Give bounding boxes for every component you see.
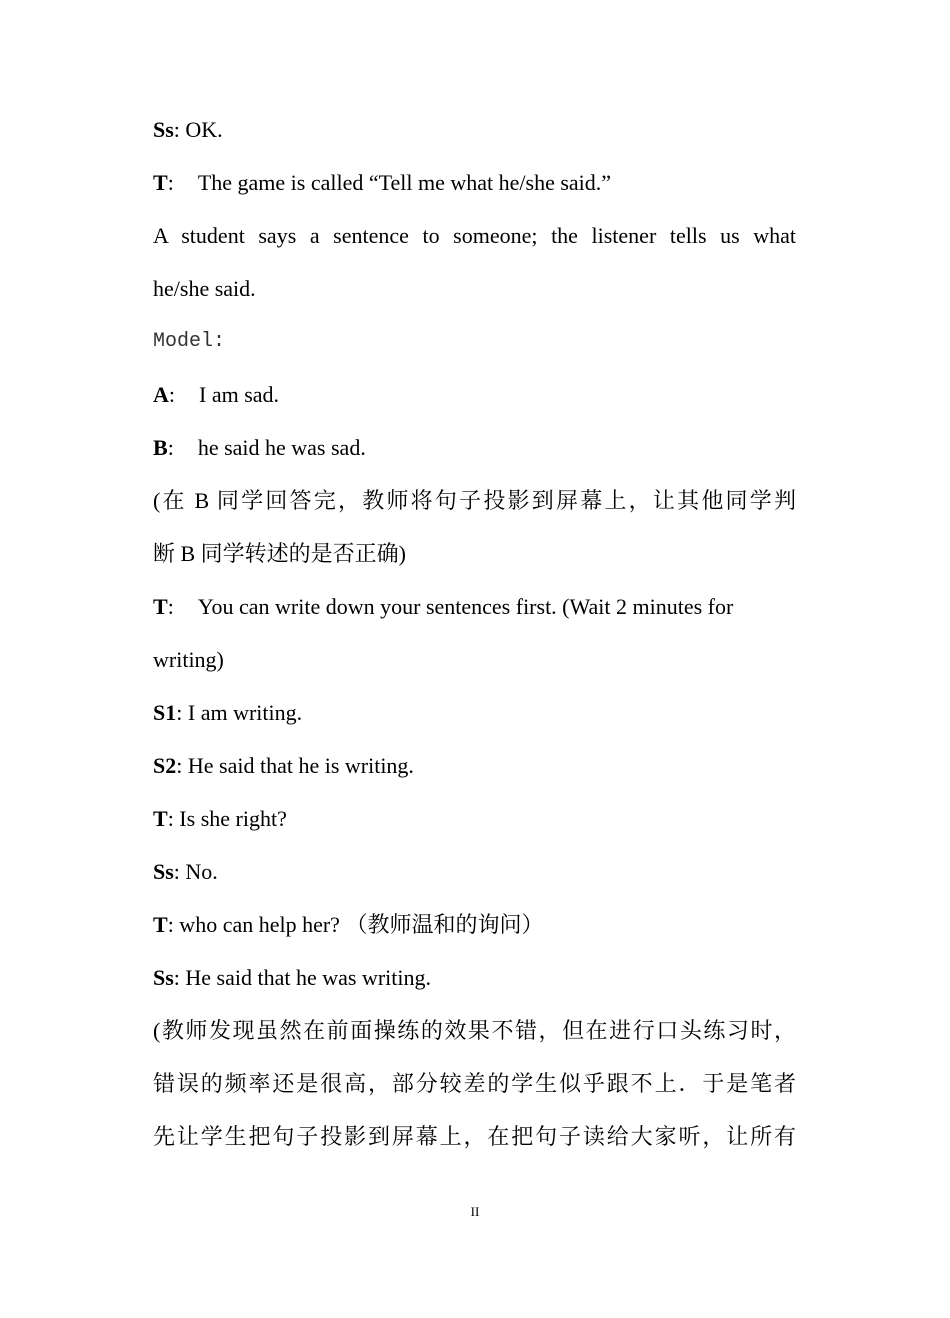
- note-line: (教师发现虽然在前面操练的效果不错，但在进行口头练习时，: [153, 1018, 796, 1043]
- line-text: I am sad.: [199, 382, 280, 407]
- note-line: 断 B 同学转述的是否正确): [153, 541, 407, 566]
- line-text: The game is called “Tell me what he/she said.”: [197, 170, 612, 195]
- speaker-label: B: [153, 435, 168, 460]
- speaker-label: T: [153, 806, 168, 831]
- paragraph-line: he/she said.: [153, 276, 256, 301]
- dialogue-line: [153, 963, 796, 993]
- speaker-label: T: [153, 912, 168, 937]
- dialogue-line: [153, 910, 796, 940]
- dialogue-line: B: he said he was sad.: [153, 435, 366, 460]
- paragraph-line: writing): [153, 647, 224, 672]
- line-text: he said he was sad.: [197, 435, 366, 460]
- dialogue-line: T: The game is called “Tell me what he/she said.”: [153, 170, 612, 195]
- line-text: : OK.: [173, 117, 223, 142]
- note-line: (在 B 同学回答完，教师将句子投影到屏幕上，让其他同学判: [153, 488, 796, 513]
- speaker-label: T: [153, 170, 168, 195]
- paragraph-line: A student says a sentence to someone; the listener tells us what: [153, 223, 796, 248]
- speaker-label: T: [153, 594, 168, 619]
- model-label: Model:: [153, 330, 226, 353]
- dialogue-line: [153, 115, 796, 145]
- line-text: : who can help her? （教师温和的询问）: [167, 912, 544, 937]
- speaker-label: A: [153, 382, 169, 407]
- dialogue-line: [153, 698, 796, 728]
- line-text: : He said that he is writing.: [176, 753, 414, 778]
- speaker-label: S1: [153, 700, 177, 725]
- page-number: II: [470, 1204, 480, 1219]
- note-line: 错误的频率还是很高，部分较差的学生似乎跟不上．于是笔者: [153, 1071, 796, 1096]
- line-text: : I am writing.: [176, 700, 303, 725]
- dialogue-line: T: You can write down your sentences first. (Wait 2 minutes for: [153, 594, 734, 619]
- speaker-label: Ss: [153, 859, 174, 884]
- speaker-label: Ss: [153, 965, 174, 990]
- dialogue-line: [153, 857, 796, 887]
- speaker-label: Ss: [153, 117, 174, 142]
- dialogue-line: A: I am sad.: [153, 382, 280, 407]
- note-line: 先让学生把句子投影到屏幕上，在把句子读给大家听，让所有: [153, 1124, 796, 1149]
- dialogue-line: [153, 751, 796, 781]
- line-text: : He said that he was writing.: [173, 965, 432, 990]
- line-text: : No.: [173, 859, 218, 884]
- line-text: : Is she right?: [167, 806, 287, 831]
- line-text: You can write down your sentences first. (Wait 2 minutes for: [197, 594, 734, 619]
- dialogue-line: [153, 804, 796, 834]
- speaker-label: S2: [153, 753, 177, 778]
